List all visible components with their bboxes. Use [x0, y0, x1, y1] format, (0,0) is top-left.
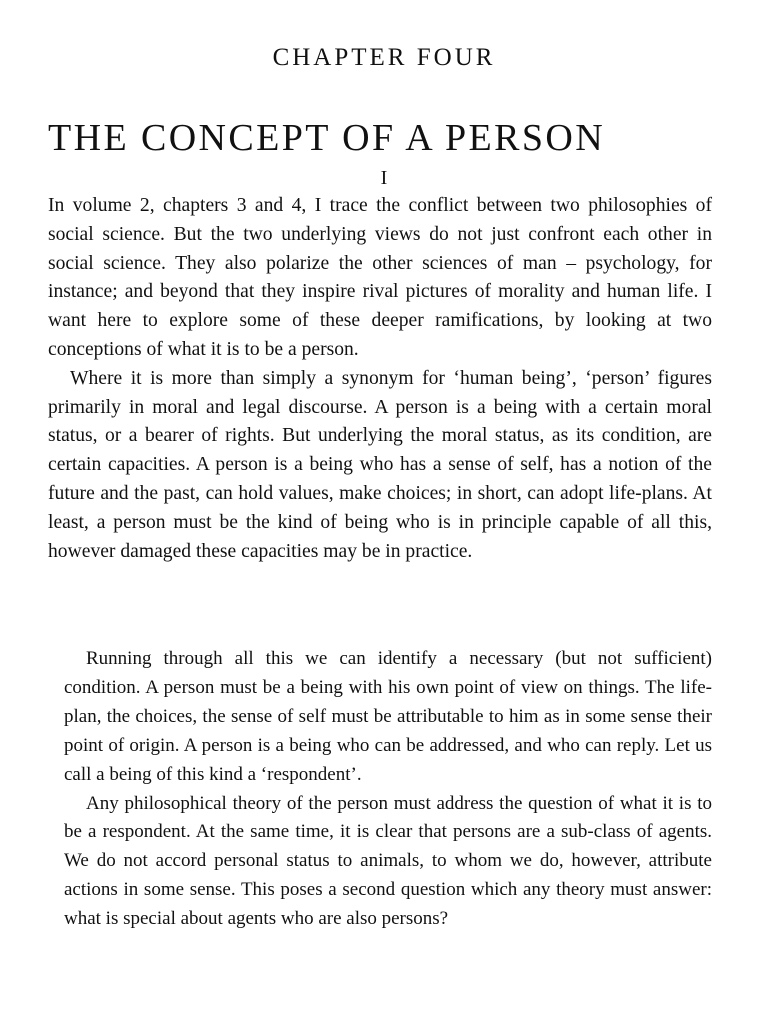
chapter-title: THE CONCEPT OF A PERSON [48, 117, 606, 159]
paragraph-3: Running through all this we can identify a necessary (but not sufficient) condition. A person must be a being with his own point of view on things. The life-plan, the choices, the sense of self must be attributable to him as in some sense their point of origin. A person is a being who can be addressed, and who can reply. Let us call a being of this kind a ‘respondent’. [64, 648, 712, 785]
paragraph-4: Any philosophical theory of the person must address the question of what it is to be a respondent. At the same time, it is clear that persons are a sub-class of agents. We do not accord personal status to animals, to whom we do, however, attribute actions in some sense. This poses a second question which any theory must answer: what is special about agents who are also persons? [64, 792, 712, 930]
body-text-lower [64, 645, 712, 934]
chapter-label: CHAPTER FOUR [272, 44, 496, 71]
body-text-upper [48, 192, 712, 566]
paragraph-2: Where it is more than simply a synonym for ‘human being’, ‘person’ figures primarily in moral and legal discourse. A person is a being with a certain moral status, or a bearer of rights. But underlying the moral status, as its condition, are certain capacities. A person is a being who has a sense of self, has a notion of the future and the past, can hold values, make choices; in short, can adopt life-plans. At least, a person must be the kind of being who is in principle capable of all this, however damaged these capacities may be in practice. [48, 367, 712, 562]
section-numeral: I [380, 167, 388, 189]
paragraph-1: In volume 2, chapters 3 and 4, I trace the conflict between two philosophies of social science. But the two underlying views do not just confront each other in social science. They also polarize the other sciences of man – psychology, for instance; and beyond that they inspire rival pictures of morality and human life. I want here to explore some of these deeper ramifications, by looking at two conceptions of what it is to be a person. [48, 195, 712, 360]
